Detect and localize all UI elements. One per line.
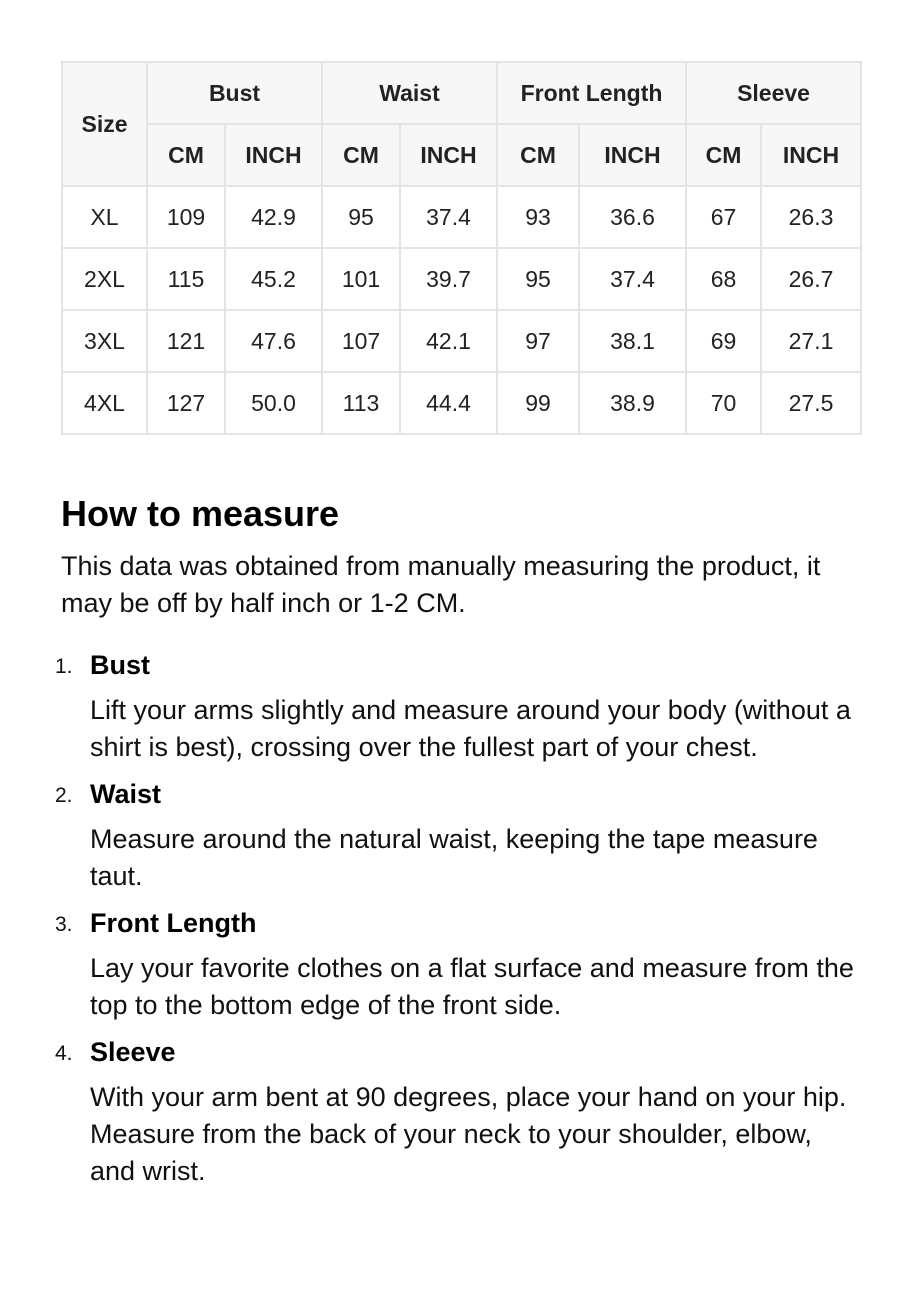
table-cell: 26.3	[761, 186, 861, 248]
section-title: How to measure	[61, 493, 340, 534]
table-cell: 50.0	[225, 372, 322, 434]
step-text: Measure around the natural waist, keeping the tape measure taut.	[90, 824, 818, 891]
how-to-measure-section	[55, 490, 861, 1200]
table-cell: 99	[497, 372, 579, 434]
table-cell: 101	[322, 248, 400, 310]
size-cell: 2XL	[62, 248, 147, 310]
table-cell: 97	[497, 310, 579, 372]
unit-header: INCH	[579, 124, 686, 186]
table-cell: 42.9	[225, 186, 322, 248]
table-cell: 95	[322, 186, 400, 248]
table-cell: 45.2	[225, 248, 322, 310]
table-cell: 27.5	[761, 372, 861, 434]
list-item	[55, 905, 861, 1024]
table-cell: 37.4	[579, 248, 686, 310]
step-text: With your arm bent at 90 degrees, place your hand on your hip. Measure from the back of your neck to your shoulder, elbow, and wrist.	[90, 1082, 847, 1186]
list-item	[55, 1034, 861, 1190]
table-cell: 113	[322, 372, 400, 434]
unit-header: CM	[147, 124, 225, 186]
measure-steps-list	[55, 647, 861, 1190]
table-cell: 38.1	[579, 310, 686, 372]
table-cell: 69	[686, 310, 761, 372]
step-title: Waist	[90, 779, 162, 809]
unit-header: CM	[497, 124, 579, 186]
table-cell: 47.6	[225, 310, 322, 372]
size-chart-container	[61, 61, 859, 435]
table-row	[62, 310, 861, 372]
step-number: 3.	[55, 913, 73, 936]
size-column-header: Size	[62, 62, 147, 186]
table-cell: 121	[147, 310, 225, 372]
step-number: 1.	[55, 655, 73, 678]
table-cell: 107	[322, 310, 400, 372]
step-text: Lay your favorite clothes on a flat surface and measure from the top to the bottom edge of the front side.	[90, 953, 854, 1020]
table-cell: 42.1	[400, 310, 497, 372]
table-cell: 115	[147, 248, 225, 310]
bust-header: Bust	[147, 62, 322, 124]
size-cell: XL	[62, 186, 147, 248]
table-cell: 37.4	[400, 186, 497, 248]
unit-header: INCH	[761, 124, 861, 186]
size-cell: 4XL	[62, 372, 147, 434]
table-cell: 27.1	[761, 310, 861, 372]
table-row	[62, 372, 861, 434]
size-cell: 3XL	[62, 310, 147, 372]
table-cell: 44.4	[400, 372, 497, 434]
table-cell: 95	[497, 248, 579, 310]
table-cell: 38.9	[579, 372, 686, 434]
table-cell: 26.7	[761, 248, 861, 310]
table-cell: 109	[147, 186, 225, 248]
table-cell: 127	[147, 372, 225, 434]
step-text: Lift your arms slightly and measure around your body (without a shirt is best), crossing over the fullest part of your chest.	[90, 695, 851, 762]
step-title: Bust	[90, 650, 150, 680]
list-item	[55, 647, 861, 766]
size-chart-table	[61, 61, 862, 435]
step-number: 2.	[55, 784, 73, 807]
table-row	[62, 186, 861, 248]
front-length-header: Front Length	[497, 62, 686, 124]
table-row	[62, 248, 861, 310]
table-cell: 39.7	[400, 248, 497, 310]
unit-header: INCH	[225, 124, 322, 186]
step-number: 4.	[55, 1042, 73, 1065]
table-header-row	[62, 62, 861, 124]
unit-header: CM	[686, 124, 761, 186]
table-cell: 36.6	[579, 186, 686, 248]
list-item	[55, 776, 861, 895]
table-cell: 68	[686, 248, 761, 310]
step-title: Front Length	[90, 908, 257, 938]
unit-header: CM	[322, 124, 400, 186]
table-cell: 67	[686, 186, 761, 248]
table-unit-row	[62, 124, 861, 186]
step-title: Sleeve	[90, 1037, 176, 1067]
table-cell: 93	[497, 186, 579, 248]
table-cell: 70	[686, 372, 761, 434]
sleeve-header: Sleeve	[686, 62, 861, 124]
intro-text: This data was obtained from manually measuring the product, it may be off by half inch or 1-2 CM.	[61, 551, 821, 618]
waist-header: Waist	[322, 62, 497, 124]
unit-header: INCH	[400, 124, 497, 186]
